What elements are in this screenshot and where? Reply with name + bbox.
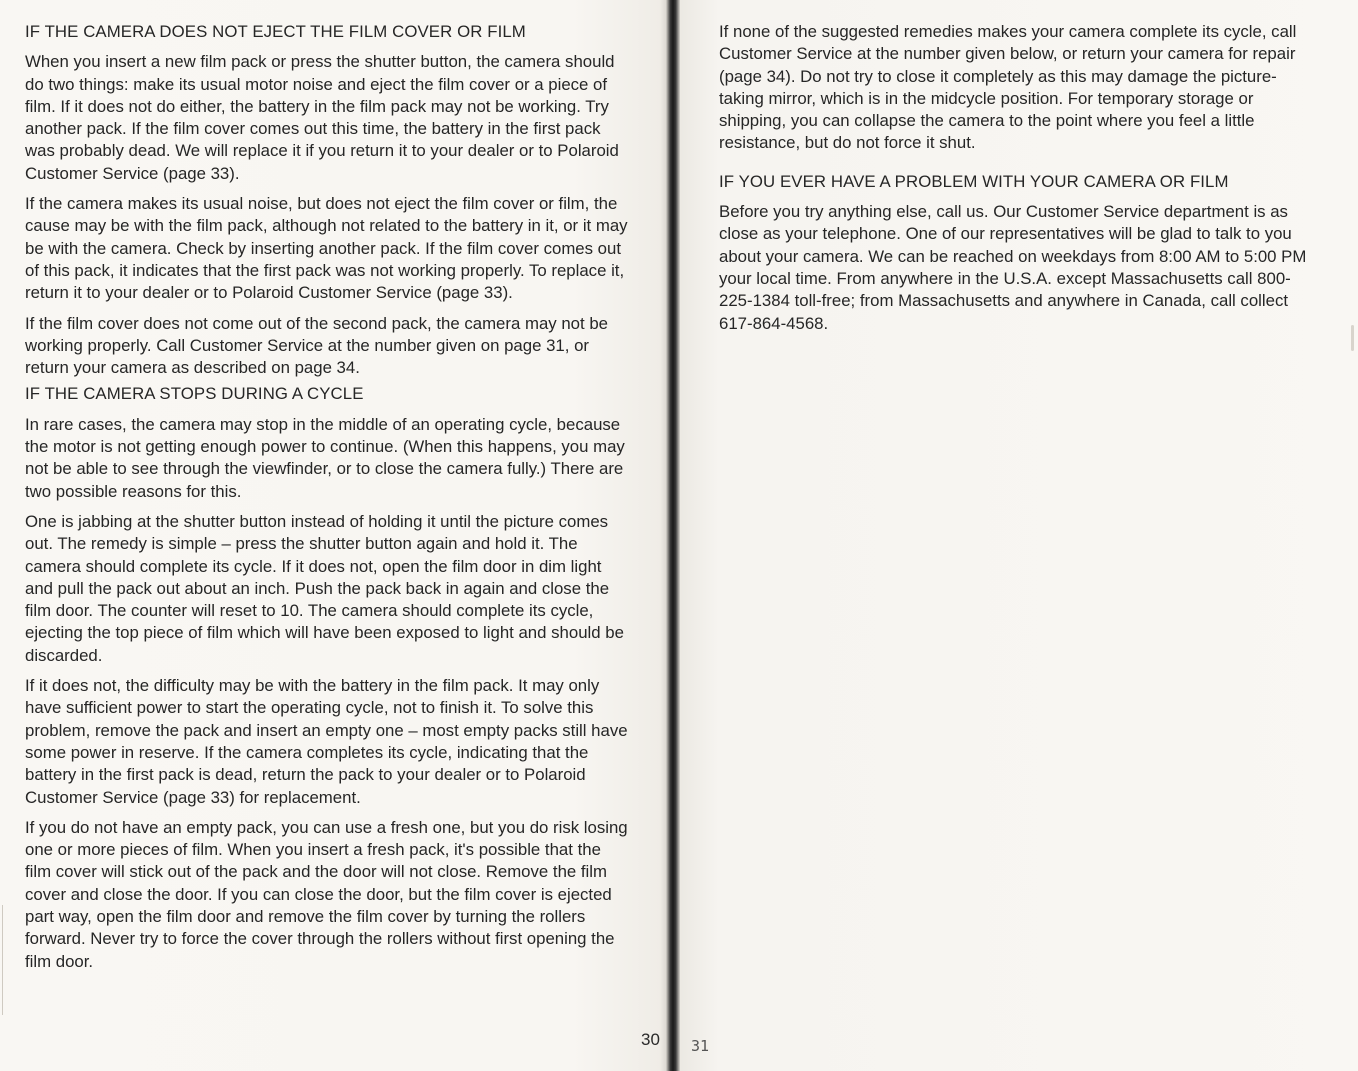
paragraph: In rare cases, the camera may stop in the middle of an operating cycle, because the motor is not getting enough power to continue. (When this happens, you may not be able to see through the viewfinder, or to close the camera fully.) There are two possible reasons for this. [25, 414, 625, 501]
left-page [0, 0, 672, 1071]
page-number-left: 30 [641, 1030, 660, 1049]
section-heading-stops-cycle: IF THE CAMERA STOPS DURING A CYCLE [25, 384, 364, 404]
paragraph: If you do not have an empty pack, you can use a fresh one, but you do risk losing one or more pieces of film. When you insert a fresh pack, it's possible that the film cover will stick out of the pack and the door will not close. Remove the film cover and close the door. If you can close the door, but the film cover is ejected part way, open the film door and remove the film cover by turning the rollers forward. Never try to force the cover through the rollers without first opening the film door. [25, 817, 628, 971]
paragraph: One is jabbing at the shutter button instead of holding it until the picture comes out. The remedy is simple – press the shutter button again and hold it. The camera should complete its cycle. If it does not, open the film door in dim light and pull the pack out about an inch. Push the pack back in again and close the film door. The counter will reset to 10. The camera should complete its cycle, ejecting the top piece of film which will have been exposed to light and should be discarded. [25, 511, 624, 665]
left-page-column [25, 21, 630, 981]
section-heading-problem: IF YOU EVER HAVE A PROBLEM WITH YOUR CAMERA OR FILM [719, 171, 1229, 191]
right-page [678, 0, 1358, 1071]
paragraph: If none of the suggested remedies makes your camera complete its cycle, call Customer Service at the number given below, or return your camera for repair (page 34). Do not try to close it completely as this may damage the picture-taking mirror, which is in the midcycle position. For temporary storage or shipping, you can collapse the camera to the point where you feel a little resistance, but do not force it shut. [719, 22, 1297, 153]
paragraph: Before you try anything else, call us. Our Customer Service department is as close as your telephone. One of our representatives will be glad to talk to you about your camera. We can be reached on weekdays from 8:00 AM to 5:00 PM your local time. From anywhere in the U.S.A. except Massachusetts call 800-225-1384 toll-free; from Massachusetts and anywhere in Canada, call collect 617-864-4568. [719, 202, 1307, 333]
page-number-right: 31 [691, 1037, 710, 1055]
paragraph: When you insert a new film pack or press the shutter button, the camera should do two things: make its usual motor noise and eject the film cover or a piece of film. If it does not do either, the battery in the film pack may not be working. Try another pack. If the film cover comes out this time, the battery in the first pack was probably dead. We will replace it if you return it to your dealer or to Polaroid Customer Service (page 33). [25, 52, 619, 183]
paragraph: If the film cover does not come out of the second pack, the camera may not be working properly. Call Customer Service at the number given on page 31, or return your camera as described on page 34. [25, 313, 608, 378]
page-edge-mark [2, 905, 3, 1015]
section-heading-no-eject: IF THE CAMERA DOES NOT EJECT THE FILM COVER OR FILM [25, 22, 526, 41]
paragraph: If it does not, the difficulty may be with the battery in the film pack. It may only have sufficient power to start the operating cycle, not to finish it. To solve this problem, remove the pack and insert an empty one – most empty packs still have some power in reserve. If the camera completes its cycle, indicating that the battery in the first pack is dead, return the pack to your dealer or to Polaroid Customer Service (page 33) for replacement. [25, 676, 628, 807]
right-page-column [719, 21, 1319, 343]
paragraph: If the camera makes its usual noise, but does not eject the film cover or film, the cause may be with the film pack, although not related to the battery in it, or it may be with the camera. Check by inserting another pack. If the film cover comes out of this pack, it indicates that the first pack was not working properly. To replace it, return it to your dealer or to Polaroid Customer Service (page 33). [25, 194, 628, 303]
page-edge-mark [1351, 325, 1354, 351]
book-gutter [666, 0, 680, 1071]
